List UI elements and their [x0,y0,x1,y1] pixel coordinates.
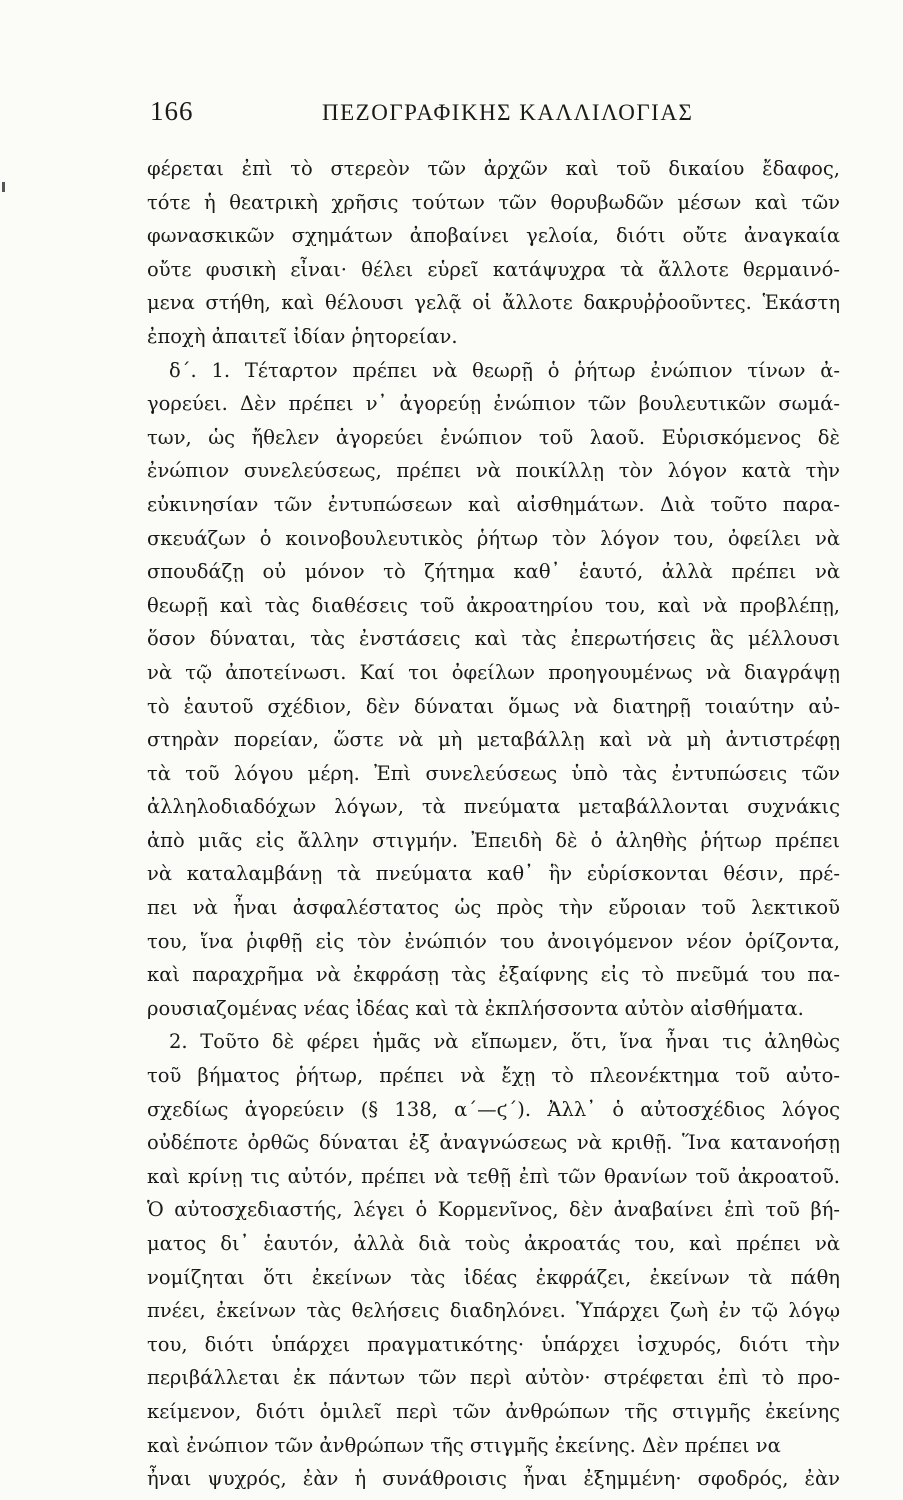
text-line: νὰ καταλαμβάνῃ τὰ πνεύματα καθ᾽ ἣν εὑρίσκονται θέσιν, πρέ- [147,862,840,886]
text-line: του, ἵνα ῥιφθῇ εἰς τὸν ἐνώπιόν του ἀνοιγόμενον νέον ὁρίζοντα, [147,929,840,953]
page-header [150,96,840,136]
text-line: τότε ἡ θεατρικὴ χρῆσις τούτων τῶν θορυβωδῶν μέσων καὶ τῶν [147,190,840,214]
running-title: ΠΕΖΟΓΡΑΦΙΚΗΣ ΚΑΛΛΙΛΟΓΙΑΣ [322,100,694,125]
text-line: καὶ ἐνώπιον τῶν ἀνθρώπων τῆς στιγμῆς ἐκείνης. Δὲν πρέπει να [147,1433,781,1457]
text-line: μενα στήθη, καὶ θέλουσι γελᾷ οἱ ἄλλοτε δακρυῤῥοοῦντες. Ἑκάστη [147,291,840,315]
body-text [147,152,840,1496]
text-line: πει νὰ ἦναι ἀσφαλέστατος ὡς πρὸς τὴν εὔροιαν τοῦ λεκτικοῦ [147,896,840,920]
text-line: φέρεται ἐπὶ τὸ στερεὸν τῶν ἀρχῶν καὶ τοῦ δικαίου ἔδαφος, [147,157,840,180]
text-line: κείμενον, διότι ὁμιλεῖ περὶ τῶν ἀνθρώπων τῆς στιγμῆς ἐκείνης [147,1399,840,1423]
text-line: θεωρῇ καὶ τὰς διαθέσεις τοῦ ἀκροατηρίου του, καὶ νὰ προβλέπῃ, [147,593,840,617]
text-line: ματος δι᾽ ἑαυτόν, ἀλλὰ διὰ τοὺς ἀκροατάς του, καὶ πρέπει νὰ [147,1232,840,1255]
text-line: τοῦ βήματος ῥήτωρ, πρέπει νὰ ἔχῃ τὸ πλεονέκτημα τοῦ αὐτο- [147,1064,840,1088]
text-line: σχεδίως ἀγορεύειν (§ 138, α΄—ϛ΄). Ἀλλ᾽ ὁ αὐτοσχέδιος λόγος [147,1097,840,1121]
text-line: ἀλληλοδιαδόχων λόγων, τὰ πνεύματα μεταβάλλονται συχνάκις [147,795,840,819]
margin-mark [2,182,5,192]
text-line: οὐδέποτε ὀρθῶς δύναται ἐξ ἀναγνώσεως νὰ κριθῇ. Ἵνα κατανοήσῃ [147,1131,840,1155]
text-line: ὅσον δύναται, τὰς ἐνστάσεις καὶ τὰς ἐπερωτήσεις ἃς μέλλουσι [147,627,840,651]
text-line: ἦναι ψυχρός, ἐὰν ἡ συνάθροισις ἦναι ἐξημμένη· σφοδρός, ἐὰν [147,1467,840,1491]
text-line: ρουσιαζομένας νέας ἰδέας καὶ τὰ ἐκπλήσσοντα αὐτὸν αἰσθήματα. [147,996,804,1020]
text-line: γορεύει. Δὲν πρέπει ν᾽ ἀγορεύῃ ἐνώπιον τῶν βουλευτικῶν σωμά- [147,392,840,416]
text-line: δ΄. 1. Τέταρτον πρέπει νὰ θεωρῇ ὁ ῥήτωρ ἐνώπιον τίνων ἀ- [169,358,840,382]
text-line: καὶ κρίνῃ τις αὐτόν, πρέπει νὰ τεθῇ ἐπὶ τῶν θρανίων τοῦ ἀκροατοῦ. [147,1164,840,1188]
text-line: σκευάζων ὁ κοινοβουλευτικὸς ῥήτωρ τὸν λόγον του, ὀφείλει νὰ [147,526,840,550]
text-line: Ὁ αὐτοσχεδιαστής, λέγει ὁ Κορμενῖνος, δὲν ἀναβαίνει ἐπὶ τοῦ βή- [147,1198,840,1222]
text-line: ἀπὸ μιᾶς εἰς ἄλλην στιγμήν. Ἐπειδὴ δὲ ὁ ἀληθὴς ῥήτωρ πρέπει [147,828,840,852]
text-line: φωνασκικῶν σχημάτων ἀποβαίνει γελοία, διότι οὔτε ἀναγκαία [147,224,840,248]
text-line: των, ὡς ἤθελεν ἀγορεύει ἐνώπιον τοῦ λαοῦ. Εὑρισκόμενος δὲ [147,425,840,449]
text-line: του, διότι ὑπάρχει πραγματικότης· ὑπάρχει ἰσχυρός, διότι τὴν [147,1332,840,1356]
text-line: τὸ ἑαυτοῦ σχέδιον, δὲν δύναται ὅμως νὰ διατηρῇ τοιαύτην αὐ- [147,694,840,718]
text-line: περιβάλλεται ἐκ πάντων τῶν περὶ αὐτὸν· στρέφεται ἐπὶ τὸ προ- [147,1366,840,1390]
text-line: σπουδάζῃ οὐ μόνον τὸ ζήτημα καθ᾽ ἑαυτό, ἀλλὰ πρέπει νὰ [147,560,840,584]
text-line: νὰ τῷ ἀποτείνωσι. Καί τοι ὀφείλων προηγουμένως νὰ διαγράψῃ [147,660,840,684]
text-line: στηρὰν πορείαν, ὥστε νὰ μὴ μεταβάλλῃ καὶ νὰ μὴ ἀντιστρέφῃ [147,728,840,752]
text-line: πνέει, ἐκείνων τὰς θελήσεις διαδηλόνει. Ὑπάρχει ζωὴ ἐν τῷ λόγῳ [147,1299,840,1323]
text-line: καὶ παραχρῆμα νὰ ἐκφράσῃ τὰς ἐξαίφνης εἰς τὸ πνεῦμά του πα- [147,963,840,987]
text-line: νομίζηται ὅτι ἐκείνων τὰς ἰδέας ἐκφράζει, ἐκείνων τὰ πάθη [147,1265,840,1289]
text-line: τὰ τοῦ λόγου μέρη. Ἐπὶ συνελεύσεως ὑπὸ τὰς ἐντυπώσεις τῶν [147,761,840,785]
page-number: 166 [150,96,194,126]
text-line: 2. Τοῦτο δὲ φέρει ἡμᾶς νὰ εἴπωμεν, ὅτι, ἵνα ἦναι τις ἀληθὼς [169,1030,840,1054]
text-line: ἐποχὴ ἀπαιτεῖ ἰδίαν ῥητορείαν. [147,324,458,348]
text-line: εὐκινησίαν τῶν ἐντυπώσεων καὶ αἰσθημάτων. Διὰ τοῦτο παρα- [147,492,840,516]
text-line: οὔτε φυσικὴ εἶναι· θέλει εὑρεῖ κατάψυχρα τὰ ἄλλοτε θερμαινό- [147,257,840,281]
text-line: ἐνώπιον συνελεύσεως, πρέπει νὰ ποικίλλῃ τὸν λόγον κατὰ τὴν [147,459,840,483]
